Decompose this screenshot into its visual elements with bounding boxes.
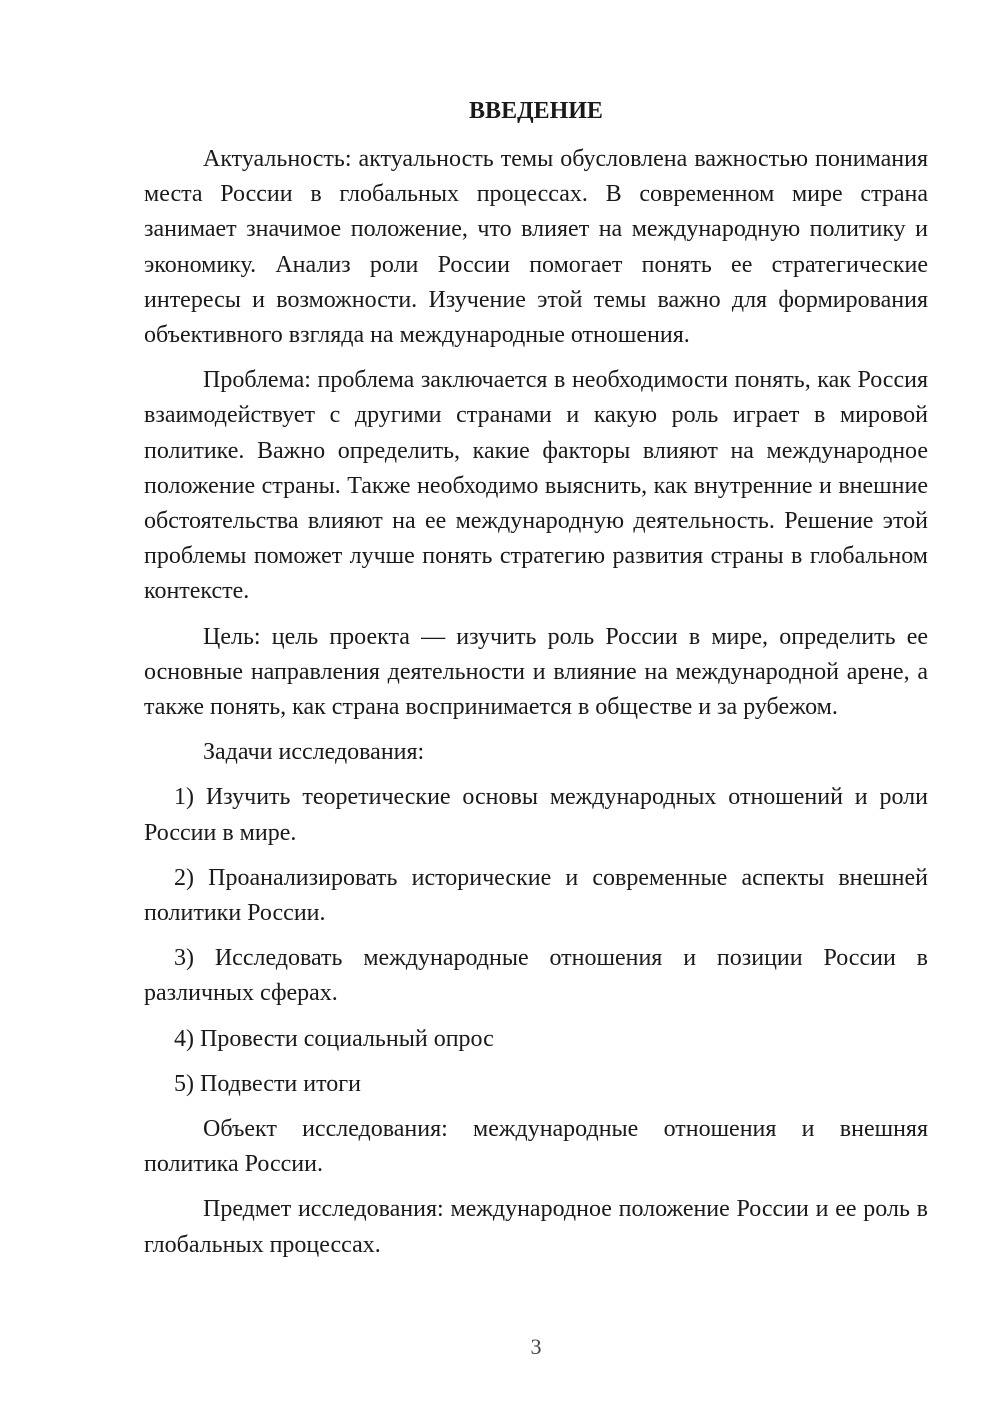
task-item: 5) Подвести итоги bbox=[174, 1070, 361, 1097]
task-item: 4) Провести социальный опрос bbox=[174, 1025, 494, 1052]
section-title: ВВЕДЕНИЕ bbox=[469, 98, 603, 124]
research-object-paragraph: Объект исследования: международные отношения и внешняя политика России. bbox=[144, 1116, 928, 1178]
tasks-heading: Задачи исследования: bbox=[203, 739, 425, 766]
goal-paragraph: Цель: цель проекта — изучить роль России в мире, определить ее основные направления деятельности и влияние на международной арене, а также понять, как страна воспринимается в обществе и за рубежом. bbox=[144, 623, 928, 721]
task-item: 3) Исследовать международные отношения и позиции России в различных сферах. bbox=[144, 945, 928, 1007]
problem-paragraph: Проблема: проблема заключается в необходимости понять, как Россия взаимодействует с другими странами и какую роль играет в мировой политике. Важно определить, какие факторы влияют на международное положение страны. Также необходимо выяснить, как внутренние и внешние обстоятельства влияют на ее международную деятельность. Решение этой проблемы поможет лучше понять стратегию развития страны в глобальном контексте. bbox=[144, 367, 928, 605]
task-item: 2) Проанализировать исторические и современные аспекты внешней политики России. bbox=[144, 864, 928, 927]
research-subject-paragraph: Предмет исследования: международное положение России и ее роль в глобальных процессах. bbox=[144, 1196, 928, 1258]
relevance-paragraph: Актуальность: актуальность темы обусловлена важностью понимания места России в глобальных процессах. В современном мире страна занимает значимое положение, что влияет на международную политику и экономику. Анализ роли России помогает понять ее стратегические интересы и возможности. Изучение этой темы важно для формирования объективного взгляда на международные отношения. bbox=[144, 146, 928, 349]
task-item: 1) Изучить теоретические основы международных отношений и роли России в мире. bbox=[144, 784, 928, 846]
document-body bbox=[144, 142, 928, 1263]
page-number: 3 bbox=[530, 1334, 542, 1359]
